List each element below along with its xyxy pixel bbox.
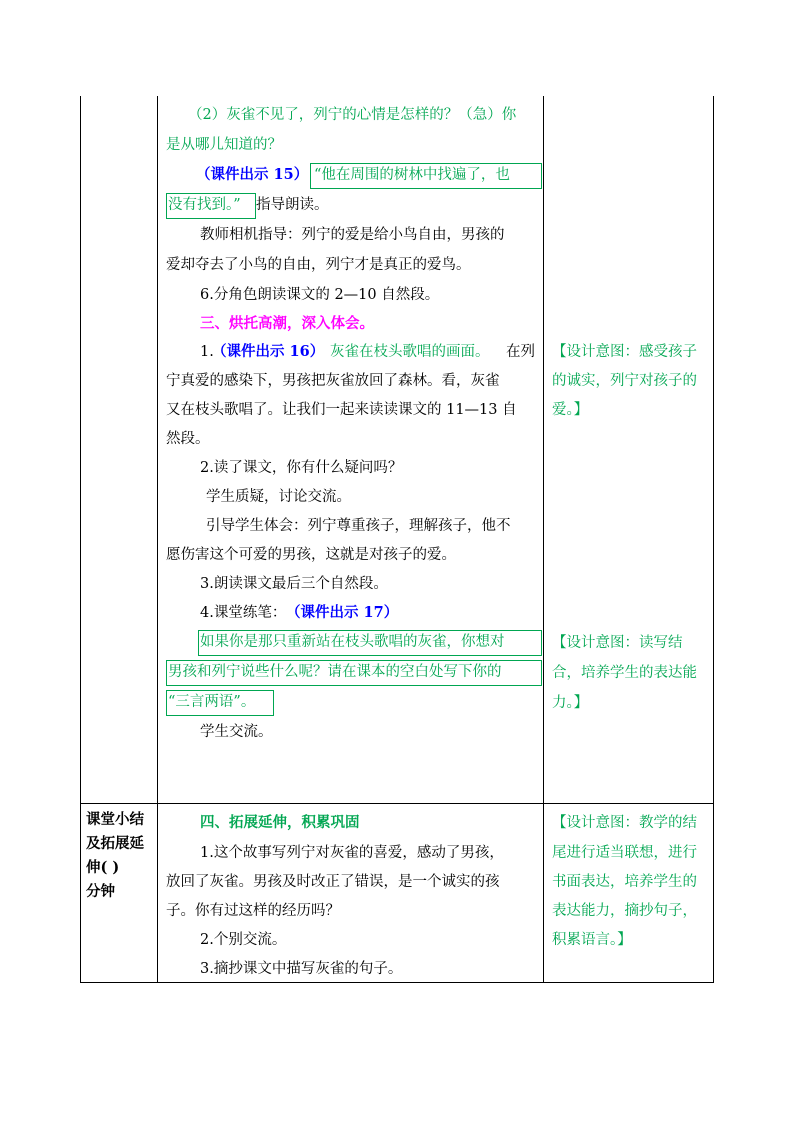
row-label-line1: 课堂小结 [86, 811, 144, 828]
section-three-heading: 三、烘托高潮，深入体会。 [200, 315, 374, 332]
item-1-number: 1. [200, 344, 214, 360]
courseware-15-quote-line2: 没有找到。” [168, 197, 241, 213]
item-1-line2: 宁真爱的感染下，男孩把灰雀放回了森林。看，灰雀 [166, 373, 500, 389]
item-4-practice: 4.课堂练笔： [200, 605, 287, 621]
item-1-line1-rest: 在列 [506, 344, 535, 360]
section-four-item2: 2.个别交流。 [200, 932, 287, 948]
section-four-heading: 四、拓展延伸，积累巩固 [200, 814, 360, 831]
table-right-border [713, 96, 714, 983]
row-label-line3: 伸( ) [86, 859, 120, 876]
item-3-read: 3.朗读课文最后三个自然段。 [200, 576, 388, 592]
design-intent-3-line1: 【设计意图：教学的结 [552, 815, 697, 831]
design-intent-3-line2: 尾进行适当联想，进行 [552, 845, 697, 861]
design-intent-1-line2: 的诚实，列宁对孩子的 [552, 373, 697, 389]
design-intent-1-line3: 爱。】 [552, 402, 589, 418]
courseware-15-label: （课件出示 15） [196, 166, 309, 183]
question-2-line1: （2）灰雀不见了，列宁的心情是怎样的？（急）你 [188, 107, 517, 123]
teacher-guidance-line1: 教师相机指导：列宁的爱是给小鸟自由，男孩的 [200, 227, 505, 243]
practice-box-row2 [166, 660, 542, 686]
item-1-line4: 然段。 [166, 431, 210, 447]
table-col2-divider [543, 96, 544, 983]
courseware-15-quote-line1: “他在周围的树林中找遍了，也 [314, 167, 510, 183]
guide-line2: 愿伤害这个可爱的男孩，这就是对孩子的爱。 [166, 547, 456, 563]
item-1-line3: 又在枝头歌唱了。让我们一起来读读课文的 11—13 自 [166, 402, 517, 418]
practice-box-line3: “三言两语”。 [168, 694, 256, 710]
table-left-border [80, 96, 81, 983]
section-four-item1-line3: 子。你有过这样的经历吗？ [166, 903, 340, 919]
courseware-16-label: （课件出示 16） [212, 343, 325, 360]
item-2-student-response: 学生质疑，讨论交流。 [206, 489, 351, 505]
teacher-guidance-line2: 爱却夺去了小鸟的自由，列宁才是真正的爱鸟。 [166, 257, 471, 273]
courseware-15-box-top [310, 163, 542, 189]
section-four-item1-line1: 1.这个故事写列宁对灰雀的喜爱，感动了男孩， [200, 845, 504, 861]
question-2-line2: 是从哪儿知道的？ [166, 137, 282, 153]
row-label-line4: 分钟 [86, 883, 115, 900]
courseware-16-description: 灰雀在枝头歌唱的画面。 [330, 344, 490, 360]
item-6-role-reading: 6.分角色朗读课文的 2—10 自然段。 [200, 287, 440, 303]
design-intent-3-line4: 表达能力，摘抄句子， [552, 903, 697, 919]
design-intent-2-line2: 合，培养学生的表达能 [552, 665, 697, 681]
design-intent-3-line5: 积累语言。】 [552, 932, 632, 948]
courseware-15-box-bottom [166, 193, 256, 219]
student-exchange: 学生交流。 [200, 724, 273, 740]
design-intent-1-line1: 【设计意图：感受孩子 [552, 344, 697, 360]
practice-box-row1 [198, 630, 542, 656]
design-intent-2-line1: 【设计意图：读写结 [552, 635, 683, 651]
guide-reading: 指导朗读。 [256, 197, 329, 213]
practice-box-line1: 如果你是那只重新站在枝头歌唱的灰雀，你想对 [200, 634, 505, 650]
section-four-item1-line2: 放回了灰雀。男孩及时改正了错误，是一个诚实的孩 [166, 874, 500, 890]
row-label-line2: 及拓展延 [86, 835, 144, 852]
section-four-item3: 3.摘抄课文中描写灰雀的句子。 [200, 961, 403, 977]
table-col1-divider [157, 96, 158, 983]
guide-line1: 引导学生体会：列宁尊重孩子，理解孩子，他不 [206, 518, 511, 534]
item-2-question: 2.读了课文，你有什么疑问吗？ [200, 460, 403, 476]
courseware-17-label: （课件出示 17） [286, 604, 399, 621]
design-intent-3-line3: 书面表达，培养学生的 [552, 874, 697, 890]
table-row-divider [80, 803, 714, 804]
practice-box-row3 [166, 690, 274, 716]
design-intent-2-line3: 力。】 [552, 695, 589, 711]
practice-box-line2: 男孩和列宁说些什么呢？请在课本的空白处写下你的 [168, 664, 502, 680]
